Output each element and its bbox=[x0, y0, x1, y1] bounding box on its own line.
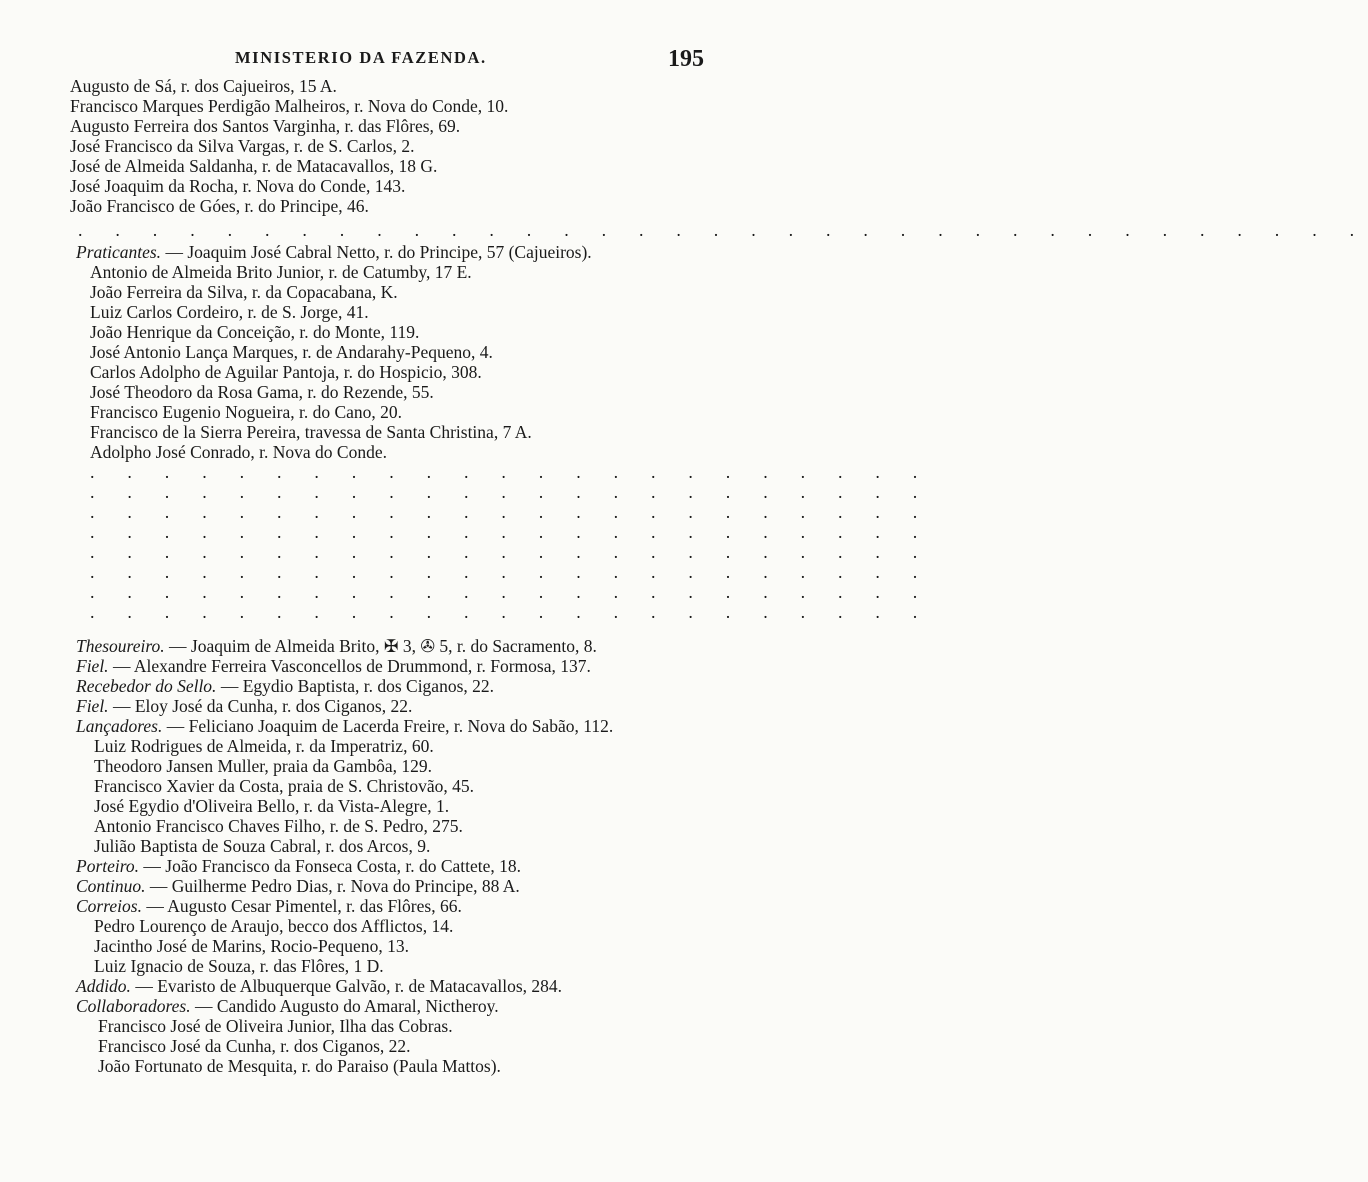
entry-lancadores bbox=[76, 716, 613, 736]
list-item: João Ferreira da Silva, r. da Copacabana, K. bbox=[90, 282, 398, 302]
entry-text: — Joaquim José Cabral Netto, r. do Principe, 57 (Cajueiros). bbox=[161, 242, 592, 262]
entry-label: Fiel. bbox=[76, 656, 109, 676]
entry-text: — João Francisco da Fonseca Costa, r. do Cattete, 18. bbox=[139, 856, 522, 876]
list-item: Francisco Eugenio Nogueira, r. do Cano, 20. bbox=[90, 402, 403, 422]
entry-text: — Evaristo de Albuquerque Galvão, r. de Matacavallos, 284. bbox=[130, 976, 563, 996]
list-item: José Antonio Lança Marques, r. de Andarahy-Pequeno, 4. bbox=[90, 342, 493, 362]
list-item: Francisco Marques Perdigão Malheiros, r. Nova do Conde, 10. bbox=[70, 96, 509, 116]
entry-label: Collaboradores. bbox=[76, 996, 191, 1016]
entry-collaboradores bbox=[76, 996, 499, 1016]
entry-correios bbox=[76, 896, 462, 916]
entry-porteiro bbox=[76, 856, 521, 876]
entry-text: — Eloy José da Cunha, r. dos Ciganos, 22. bbox=[108, 696, 413, 716]
entry-label: Lançadores. bbox=[76, 716, 163, 736]
list-item: Julião Baptista de Souza Cabral, r. dos Arcos, 9. bbox=[94, 836, 431, 856]
dot-leader: . . . . . . . . . . . . . . . . . . . . . . . bbox=[90, 482, 932, 502]
list-item: Augusto de Sá, r. dos Cajueiros, 15 A. bbox=[70, 76, 337, 96]
list-item: Francisco Xavier da Costa, praia de S. Christovão, 45. bbox=[94, 776, 475, 796]
entry-text: — Joaquim de Almeida Brito, ✠ 3, ✇ 5, r. do Sacramento, 8. bbox=[164, 636, 597, 656]
entry-text: — Feliciano Joaquim de Lacerda Freire, r. Nova do Sabão, 112. bbox=[162, 716, 614, 736]
list-item: José de Almeida Saldanha, r. de Matacavallos, 18 G. bbox=[70, 156, 438, 176]
list-item: Antonio Francisco Chaves Filho, r. de S. Pedro, 275. bbox=[94, 816, 463, 836]
dot-leader: . . . . . . . . . . . . . . . . . . . . . . . bbox=[90, 542, 932, 562]
list-item: João Francisco de Góes, r. do Principe, 46. bbox=[70, 196, 369, 216]
dot-leader: . . . . . . . . . . . . . . . . . . . . . . . . . . . . . . . . . . . bbox=[78, 220, 1368, 240]
list-item: Francisco de la Sierra Pereira, travessa de Santa Christina, 7 A. bbox=[90, 422, 532, 442]
entry-label: Addido. bbox=[76, 976, 131, 996]
entry-text: — Guilherme Pedro Dias, r. Nova do Principe, 88 A. bbox=[145, 876, 520, 896]
entry-label: Correios. bbox=[76, 896, 142, 916]
running-title: MINISTERIO DA FAZENDA. bbox=[235, 48, 487, 67]
list-item: Francisco José da Cunha, r. dos Ciganos, 22. bbox=[98, 1036, 411, 1056]
list-item: José Joaquim da Rocha, r. Nova do Conde, 143. bbox=[70, 176, 406, 196]
entry-addido bbox=[76, 976, 562, 996]
list-item: Adolpho José Conrado, r. Nova do Conde. bbox=[90, 442, 387, 462]
list-item: José Egydio d'Oliveira Bello, r. da Vista-Alegre, 1. bbox=[94, 796, 450, 816]
dot-leader: . . . . . . . . . . . . . . . . . . . . . . . bbox=[90, 502, 932, 522]
entry-text: — Egydio Baptista, r. dos Ciganos, 22. bbox=[216, 676, 495, 696]
list-item: Luiz Ignacio de Souza, r. das Flôres, 1 D. bbox=[94, 956, 384, 976]
entry-text: — Alexandre Ferreira Vasconcellos de Drummond, r. Formosa, 137. bbox=[108, 656, 591, 676]
page-header bbox=[0, 46, 757, 76]
list-item: José Theodoro da Rosa Gama, r. do Rezende, 55. bbox=[90, 382, 434, 402]
list-item: Francisco José de Oliveira Junior, Ilha das Cobras. bbox=[98, 1016, 453, 1036]
list-item: Antonio de Almeida Brito Junior, r. de Catumby, 17 E. bbox=[90, 262, 472, 282]
list-item: Luiz Rodrigues de Almeida, r. da Imperatriz, 60. bbox=[94, 736, 434, 756]
dot-leader: . . . . . . . . . . . . . . . . . . . . . . . bbox=[90, 462, 932, 482]
dot-leader: . . . . . . . . . . . . . . . . . . . . . . . bbox=[90, 582, 932, 602]
entry-label: Porteiro. bbox=[76, 856, 140, 876]
list-item: José Francisco da Silva Vargas, r. de S. Carlos, 2. bbox=[70, 136, 415, 156]
list-item: Pedro Lourenço de Araujo, becco dos Afflictos, 14. bbox=[94, 916, 454, 936]
entry-label: Thesoureiro. bbox=[76, 636, 165, 656]
entry-text: — Candido Augusto do Amaral, Nictheroy. bbox=[190, 996, 499, 1016]
list-item: João Henrique da Conceição, r. do Monte, 119. bbox=[90, 322, 420, 342]
entry-label: Continuo. bbox=[76, 876, 146, 896]
entry-continuo bbox=[76, 876, 520, 896]
page-number: 195 bbox=[668, 46, 704, 72]
dot-leader: . . . . . . . . . . . . . . . . . . . . . . . bbox=[90, 522, 932, 542]
list-item: João Fortunato de Mesquita, r. do Paraiso (Paula Mattos). bbox=[98, 1056, 501, 1076]
dot-leader: . . . . . . . . . . . . . . . . . . . . . . . bbox=[90, 602, 932, 622]
entry-recebedor bbox=[76, 676, 494, 696]
list-item: Augusto Ferreira dos Santos Varginha, r. das Flôres, 69. bbox=[70, 116, 461, 136]
section-praticantes bbox=[76, 242, 592, 262]
section-label: Praticantes. bbox=[76, 242, 162, 262]
entry-label: Fiel. bbox=[76, 696, 109, 716]
entry-text: — Augusto Cesar Pimentel, r. das Flôres, 66. bbox=[141, 896, 462, 916]
list-item: Jacintho José de Marins, Rocio-Pequeno, 13. bbox=[94, 936, 409, 956]
list-item: Luiz Carlos Cordeiro, r. de S. Jorge, 41. bbox=[90, 302, 369, 322]
dot-leader: . . . . . . . . . . . . . . . . . . . . . . . bbox=[90, 562, 932, 582]
list-item: Theodoro Jansen Muller, praia da Gambôa, 129. bbox=[94, 756, 433, 776]
entry-label: Recebedor do Sello. bbox=[76, 676, 217, 696]
entry-fiel bbox=[76, 656, 591, 676]
entry-thesoureiro bbox=[76, 636, 597, 656]
list-item: Carlos Adolpho de Aguilar Pantoja, r. do Hospicio, 308. bbox=[90, 362, 482, 382]
entry-fiel-2 bbox=[76, 696, 412, 716]
